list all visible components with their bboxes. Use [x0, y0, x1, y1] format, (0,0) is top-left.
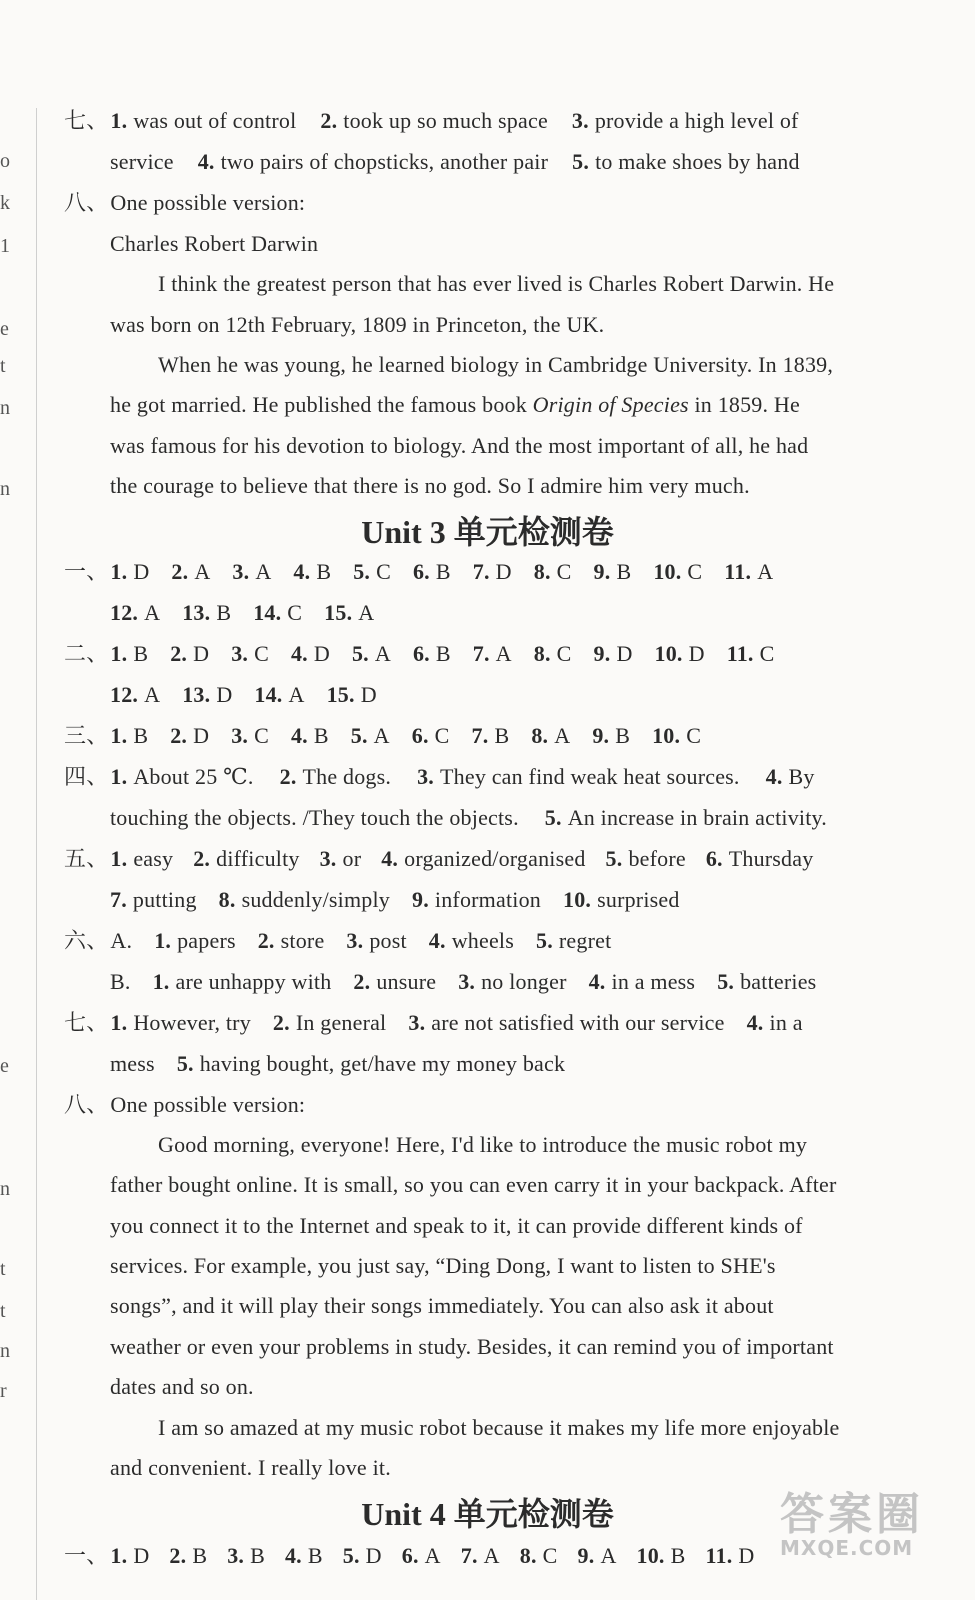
edge-mark: k	[0, 192, 10, 214]
item-number: 12.	[110, 600, 139, 625]
section-label: 二、	[64, 641, 109, 666]
item-answer: D	[193, 641, 210, 666]
item-number: 13.	[182, 600, 211, 625]
item-number: 5.	[536, 928, 553, 953]
u3-seven-line1	[64, 1008, 803, 1038]
item-number: 1.	[154, 928, 172, 953]
item-answer: D	[193, 723, 210, 748]
item-answer: Thursday	[728, 846, 814, 871]
item-answer: A	[495, 641, 512, 666]
item-answer: A	[194, 559, 211, 584]
item-answer: B	[133, 723, 149, 748]
item-number: 5.	[351, 641, 369, 666]
item-answer: C	[759, 641, 775, 666]
section-label: 六、	[64, 928, 109, 953]
item-answer: B	[316, 559, 332, 584]
u3-two-row2	[110, 680, 377, 710]
item-number: 11.	[705, 1543, 733, 1568]
edge-mark: 1	[0, 235, 10, 257]
u3-eight-intro	[64, 1090, 305, 1120]
item-answer: A	[483, 1543, 500, 1568]
item-number: 2.	[320, 108, 338, 133]
item-number: 1.	[110, 1543, 128, 1568]
item-number: 1.	[110, 723, 128, 748]
edge-mark: t	[0, 1258, 6, 1280]
item-number: 4.	[197, 149, 215, 174]
item-number: 2.	[279, 764, 297, 789]
item-answer: D	[216, 682, 233, 707]
essay-intro: One possible version:	[110, 190, 306, 215]
item-answer: C	[254, 723, 269, 748]
item-answer: B	[313, 723, 329, 748]
answer-group	[110, 1543, 754, 1568]
edge-mark: n	[0, 1340, 10, 1362]
answer-group	[110, 764, 814, 789]
item-number: 15.	[324, 600, 353, 625]
item-answer: post	[369, 928, 407, 953]
item-answer: D	[313, 641, 330, 666]
item-answer: unsure	[376, 969, 437, 994]
item-number: 11.	[724, 559, 752, 584]
item-answer: easy	[133, 846, 174, 871]
item-answer: papers	[177, 928, 236, 953]
item-answer: A	[757, 559, 774, 584]
item-answer: B	[133, 641, 149, 666]
item-answer: wheels	[451, 928, 514, 953]
essay-line: was famous for his devotion to biology. And the most important of all, he had	[110, 433, 809, 458]
u3-five-line2	[110, 885, 680, 915]
item-number: 4.	[381, 846, 399, 871]
answer-group	[154, 928, 611, 953]
item-number: 3.	[232, 559, 250, 584]
item-answer: touching the objects. /They touch the objects.	[110, 805, 519, 830]
item-answer: D	[616, 641, 633, 666]
book-title: Origin of Species	[532, 392, 689, 417]
item-number: 5.	[544, 805, 562, 830]
item-number: 5.	[176, 1051, 194, 1076]
item-answer: service	[110, 149, 174, 174]
essay-text: he got married. He published the famous book	[110, 392, 533, 417]
item-answer: B	[435, 559, 451, 584]
essay-line: was born on 12th February, 1809 in Princeton, the UK.	[110, 312, 605, 337]
edge-mark: e	[0, 1055, 9, 1077]
answer-group	[110, 108, 798, 133]
item-number: 3.	[231, 641, 249, 666]
item-answer: C	[556, 559, 572, 584]
item-number: 11.	[726, 641, 754, 666]
item-number: 5.	[572, 149, 590, 174]
watermark-title: 答案圈	[780, 1489, 924, 1540]
item-answer: About 25 ℃.	[133, 764, 254, 789]
u3-six-lineA	[64, 926, 611, 956]
edge-mark: n	[0, 478, 10, 500]
section-label: 七、	[64, 108, 109, 133]
item-answer: C	[434, 723, 450, 748]
item-answer: B	[216, 600, 232, 625]
u2-seven-line2	[110, 147, 800, 177]
item-number: 4.	[746, 1010, 764, 1035]
item-number: 5.	[717, 969, 735, 994]
item-answer: The dogs.	[302, 764, 392, 789]
item-number: 6.	[401, 1543, 419, 1568]
item-number: 5.	[353, 559, 371, 584]
item-number: 15.	[326, 682, 355, 707]
item-answer: A	[358, 600, 375, 625]
item-number: 13.	[182, 682, 211, 707]
item-answer: to make shoes by hand	[595, 149, 800, 174]
edge-mark: n	[0, 397, 10, 419]
item-answer: D	[495, 559, 512, 584]
item-number: 14.	[254, 682, 283, 707]
item-answer: provide a high level of	[594, 108, 799, 133]
item-number: 10.	[563, 887, 592, 912]
item-number: 14.	[253, 600, 282, 625]
item-number: 3.	[458, 969, 476, 994]
item-answer: A	[374, 641, 391, 666]
item-number: 7.	[472, 641, 490, 666]
essay-text: in 1859. He	[688, 392, 800, 417]
essay-line: the courage to believe that there is no god. So I admire him very much.	[110, 473, 750, 498]
item-answer: B	[615, 723, 631, 748]
item-number: 8.	[533, 641, 551, 666]
item-number: 1.	[152, 969, 170, 994]
item-number: 8.	[218, 887, 236, 912]
section-label: 三、	[64, 723, 109, 748]
item-number: 3.	[346, 928, 364, 953]
item-number: 9.	[412, 887, 429, 912]
item-number: 3.	[227, 1543, 245, 1568]
item-answer: information	[434, 887, 541, 912]
item-answer: B	[494, 723, 510, 748]
item-answer: surprised	[597, 887, 680, 912]
item-answer: was out of control	[133, 108, 297, 133]
item-answer: A	[600, 1543, 617, 1568]
item-number: 8.	[519, 1543, 537, 1568]
item-number: 9.	[592, 723, 610, 748]
essay-title: Charles Robert Darwin	[110, 231, 319, 256]
item-answer: took up so much space	[343, 108, 548, 133]
item-answer: store	[280, 928, 325, 953]
item-answer: putting	[132, 887, 197, 912]
item-answer: D	[738, 1543, 755, 1568]
item-number: 4.	[588, 969, 606, 994]
edge-mark: r	[0, 1380, 7, 1402]
essay-line: Good morning, everyone! Here, I'd like to introduce the music robot my	[158, 1132, 808, 1157]
item-number: 1.	[110, 559, 128, 584]
item-answer: D	[133, 559, 150, 584]
essay-line	[110, 390, 800, 420]
item-number: 2.	[170, 723, 188, 748]
item-answer: difficulty	[216, 846, 300, 871]
item-number: 2.	[353, 969, 371, 994]
answer-group	[110, 1010, 802, 1035]
item-number: 3.	[231, 723, 249, 748]
item-answer: before	[628, 846, 686, 871]
item-number: 3.	[319, 846, 337, 871]
unit3-heading: Unit 3 单元检测卷	[361, 514, 614, 550]
item-answer: An increase in brain activity.	[567, 805, 827, 830]
item-answer: C	[287, 600, 303, 625]
edge-mark: t	[0, 355, 6, 377]
item-number: 5.	[342, 1543, 360, 1568]
essay-line: When he was young, he learned biology in Cambridge University. In 1839,	[158, 352, 834, 377]
section-label: 一、	[64, 559, 109, 584]
answer-group	[110, 559, 773, 584]
essay-line: weather or even your problems in study. Besides, it can remind you of important	[110, 1334, 834, 1359]
u3-one-row2	[110, 598, 374, 628]
item-number: 4.	[290, 723, 308, 748]
item-number: 12.	[110, 682, 139, 707]
u3-one-row1	[64, 557, 773, 587]
item-number: 5.	[350, 723, 368, 748]
item-number: 10.	[653, 559, 682, 584]
item-answer: in a	[769, 1010, 803, 1035]
item-number: 3.	[571, 108, 589, 133]
item-answer: suddenly/simply	[241, 887, 391, 912]
item-answer: B	[250, 1543, 265, 1568]
item-number: 4.	[290, 641, 308, 666]
u3-seven-line2	[110, 1049, 565, 1079]
item-number: 6.	[412, 559, 430, 584]
section-label: 五、	[64, 846, 109, 871]
item-number: 1.	[110, 108, 128, 133]
u2-seven-line1	[64, 106, 799, 136]
item-number: 1.	[110, 846, 128, 871]
item-number: 7.	[110, 887, 127, 912]
edge-mark: n	[0, 1178, 10, 1200]
item-answer: B	[192, 1543, 208, 1568]
essay-line: I am so amazed at my music robot because it makes my life more enjoyable	[158, 1415, 840, 1440]
item-answer: in a mess	[611, 969, 696, 994]
item-number: 9.	[593, 641, 611, 666]
edge-mark: o	[0, 150, 10, 172]
answer-group	[110, 846, 813, 871]
u3-six-lineB	[110, 967, 816, 997]
answer-group	[110, 723, 701, 748]
item-number: 4.	[765, 764, 783, 789]
item-number: 9.	[593, 559, 611, 584]
item-answer: or	[342, 846, 362, 871]
item-number: 10.	[636, 1543, 665, 1568]
item-number: 4.	[284, 1543, 302, 1568]
item-number: 2.	[257, 928, 275, 953]
essay-line: father bought online. It is small, so you can even carry it in your backpack. After	[110, 1172, 837, 1197]
item-number: 2.	[169, 1543, 187, 1568]
item-answer: B	[670, 1543, 686, 1568]
u3-five-line1	[64, 844, 813, 874]
item-number: 2.	[170, 641, 188, 666]
item-number: 3.	[417, 764, 435, 789]
u3-three-row1	[64, 721, 701, 751]
item-number: 2.	[193, 846, 211, 871]
item-answer: having bought, get/have my money back	[199, 1051, 566, 1076]
item-number: 3.	[408, 1010, 426, 1035]
section-label: 一、	[64, 1543, 109, 1568]
item-number: 1.	[110, 641, 128, 666]
section-label: 七、	[64, 1010, 109, 1035]
item-answer: A	[144, 600, 161, 625]
u2-eight-intro	[64, 188, 305, 218]
item-number: 6.	[411, 723, 429, 748]
item-number: 8.	[533, 559, 551, 584]
item-number: 7.	[472, 559, 490, 584]
item-answer: B	[307, 1543, 323, 1568]
item-answer: B	[616, 559, 632, 584]
item-answer: batteries	[740, 969, 817, 994]
answer-group	[153, 969, 817, 994]
item-number: 1.	[110, 764, 128, 789]
item-answer: A	[373, 723, 390, 748]
item-answer: B	[435, 641, 451, 666]
edge-mark: e	[0, 318, 9, 340]
item-answer: A	[144, 682, 161, 707]
item-answer: D	[360, 682, 377, 707]
item-number: 6.	[705, 846, 723, 871]
item-answer: By	[788, 764, 815, 789]
item-number: 10.	[652, 723, 681, 748]
essay-line: I think the greatest person that has ever lived is Charles Robert Darwin. He	[158, 271, 835, 296]
part-label: B.	[110, 969, 131, 994]
item-number: 2.	[272, 1010, 290, 1035]
item-number: 1.	[110, 1010, 128, 1035]
item-answer: organized/organised	[404, 846, 586, 871]
essay-line: services. For example, you just say, “Ding Dong, I want to listen to SHE's	[110, 1253, 776, 1278]
item-number: 5.	[605, 846, 623, 871]
item-answer: A	[554, 723, 571, 748]
u4-one-row1	[64, 1541, 755, 1571]
item-answer: They can find weak heat sources.	[440, 764, 740, 789]
u3-four-line2	[110, 803, 827, 833]
item-number: 6.	[412, 641, 430, 666]
item-answer: A	[288, 682, 305, 707]
essay-line: and convenient. I really love it.	[110, 1455, 391, 1480]
watermark-logo	[780, 1478, 970, 1568]
item-answer: A	[424, 1543, 441, 1568]
item-answer: C	[686, 723, 702, 748]
watermark-url: MXQE.COM	[780, 1536, 914, 1560]
item-answer: are not satisfied with our service	[431, 1010, 725, 1035]
essay-line: dates and so on.	[110, 1374, 254, 1399]
u3-four-line1	[64, 762, 815, 792]
item-number: 8.	[531, 723, 549, 748]
essay-intro: One possible version:	[110, 1092, 306, 1117]
item-answer: D	[365, 1543, 382, 1568]
item-answer: D	[133, 1543, 150, 1568]
item-answer: mess	[110, 1051, 155, 1076]
essay-line: you connect it to the Internet and speak to it, it can provide different kinds of	[110, 1213, 803, 1238]
item-number: 4.	[293, 559, 311, 584]
page-gutter-line	[36, 108, 37, 1600]
section-label: 四、	[64, 764, 109, 789]
item-number: 7.	[471, 723, 489, 748]
item-answer: C	[376, 559, 391, 584]
item-answer: In general	[295, 1010, 387, 1035]
item-answer: A	[255, 559, 272, 584]
item-answer: are unhappy with	[175, 969, 332, 994]
part-label: A.	[110, 928, 133, 953]
item-answer: C	[542, 1543, 558, 1568]
section-label: 八、	[64, 190, 109, 215]
item-number: 4.	[428, 928, 446, 953]
item-number: 10.	[654, 641, 683, 666]
item-answer: However, try	[133, 1010, 251, 1035]
edge-mark: t	[0, 1300, 6, 1322]
answer-group	[110, 641, 774, 666]
item-answer: no longer	[481, 969, 567, 994]
item-number: 7.	[460, 1543, 478, 1568]
item-answer: C	[254, 641, 269, 666]
item-number: 2.	[171, 559, 189, 584]
item-answer: C	[687, 559, 703, 584]
item-answer: regret	[558, 928, 612, 953]
item-answer: D	[688, 641, 705, 666]
essay-line: songs”, and it will play their songs immediately. You can also ask it about	[110, 1293, 774, 1318]
item-answer: two pairs of chopsticks, another pair	[220, 149, 549, 174]
item-answer: C	[556, 641, 572, 666]
item-number: 9.	[577, 1543, 595, 1568]
section-label: 八、	[64, 1092, 109, 1117]
u3-two-row1	[64, 639, 775, 669]
unit4-heading: Unit 4 单元检测卷	[361, 1496, 614, 1532]
